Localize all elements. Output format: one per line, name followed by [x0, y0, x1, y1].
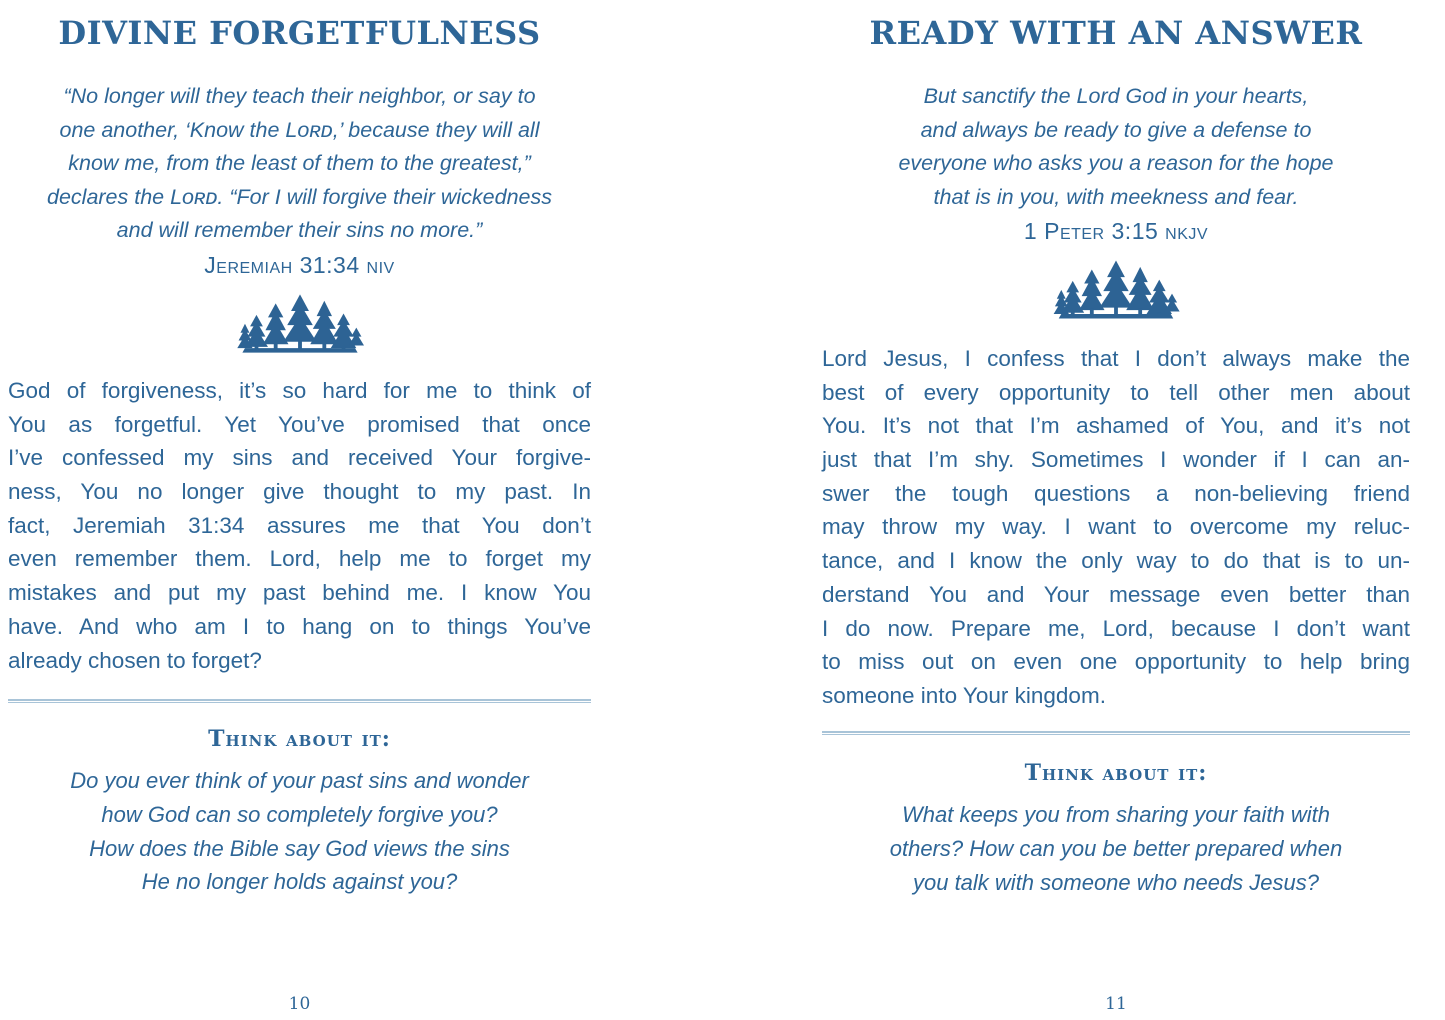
- reflection-line: How does the Bible say God views the sins: [89, 835, 510, 861]
- prayer-line: You. It’s not that I’m ashamed of You, and it’s not: [822, 413, 1410, 439]
- prayer-line: just that I’m shy. Sometimes I wonder if I can an-: [822, 447, 1410, 473]
- reflection-line: you talk with someone who needs Jesus?: [912, 869, 1319, 895]
- prayer-line: ness, You no longer give thought to my past. In: [8, 479, 591, 505]
- prayer-line: I’ve confessed my sins and received Your forgive-: [8, 445, 591, 471]
- prayer-line: fact, Jeremiah 31:34 assures me that You don’t: [8, 512, 591, 538]
- think-about-it-heading: Think about it:: [1024, 760, 1208, 786]
- prayer-line: derstand You and Your message even better than: [822, 581, 1410, 607]
- scripture-verse: [822, 80, 1410, 214]
- reflection-line: how God can so completely forgive you?: [101, 801, 498, 827]
- verse-line: know me, from the least of them to the greatest,”: [68, 151, 531, 176]
- page-title: DIVINE FORGETFULNESS: [58, 14, 541, 52]
- prayer-line: to miss out on even one opportunity to help bring: [822, 649, 1410, 675]
- reflection-line: others? How can you be better prepared when: [889, 835, 1343, 861]
- right-page: [822, 0, 1410, 1020]
- page-number: 11: [1105, 994, 1127, 1014]
- verse-line: But sanctify the Lord God in your hearts,: [923, 84, 1309, 108]
- prayer-line: have. And who am I to hang on to things You’ve: [8, 613, 591, 639]
- left-page: [8, 0, 591, 1020]
- prayer-line: mistakes and put my past behind me. I know You: [8, 580, 591, 606]
- verse-line: declares the Lᴏʀᴅ. “For I will forgive their wickedness: [47, 184, 552, 209]
- verse-line: everyone who asks you a reason for the hope: [898, 151, 1334, 176]
- page-number: 10: [288, 994, 311, 1014]
- verse-reference: 1 Peter 3:15 nkjv: [1023, 218, 1209, 244]
- prayer-line: You as forgetful. Yet You’ve promised that once: [8, 411, 591, 437]
- prayer-line: swer the tough questions a non-believing friend: [822, 480, 1410, 506]
- think-about-it-heading: Think about it:: [208, 726, 391, 752]
- prayer-line: already chosen to forget?: [8, 647, 262, 673]
- prayer-line: God of forgiveness, it’s so hard for me to think of: [8, 378, 591, 403]
- prayer-line: someone into Your kingdom.: [822, 682, 1106, 708]
- reflection-line: He no longer holds against you?: [141, 869, 458, 895]
- scripture-verse: [8, 80, 591, 248]
- pine-trees-icon: [822, 258, 1410, 328]
- verse-line: one another, ‘Know the Lᴏʀᴅ,’ because they will all: [59, 117, 540, 142]
- reflection-line: What keeps you from sharing your faith with: [902, 802, 1330, 827]
- prayer-line: may throw my way. I want to overcome my reluc-: [822, 514, 1410, 540]
- reflection-questions: [822, 798, 1410, 899]
- prayer-line: even remember them. Lord, help me to forget my: [8, 546, 591, 572]
- prayer-text: [8, 374, 591, 677]
- pine-trees-icon: [8, 291, 591, 363]
- prayer-text: [822, 342, 1410, 713]
- section-divider: [8, 699, 591, 703]
- prayer-line: Lord Jesus, I confess that I don’t always make the: [822, 346, 1410, 371]
- prayer-line: best of every opportunity to tell other men about: [822, 379, 1410, 405]
- verse-line: that is in you, with meekness and fear.: [933, 184, 1299, 209]
- prayer-line: I do now. Prepare me, Lord, because I don’t want: [822, 615, 1410, 641]
- section-divider: [822, 731, 1410, 735]
- verse-line: “No longer will they teach their neighbor, or say to: [63, 84, 536, 108]
- verse-reference: Jeremiah 31:34 niv: [204, 252, 395, 278]
- verse-line: and will remember their sins no more.”: [116, 218, 483, 243]
- verse-line: and always be ready to give a defense to: [920, 117, 1312, 142]
- reflection-line: Do you ever think of your past sins and wonder: [70, 768, 529, 793]
- prayer-line: tance, and I know the only way to do that is to un-: [822, 548, 1410, 574]
- page-title: READY WITH AN ANSWER: [869, 14, 1363, 52]
- reflection-questions: [8, 764, 591, 899]
